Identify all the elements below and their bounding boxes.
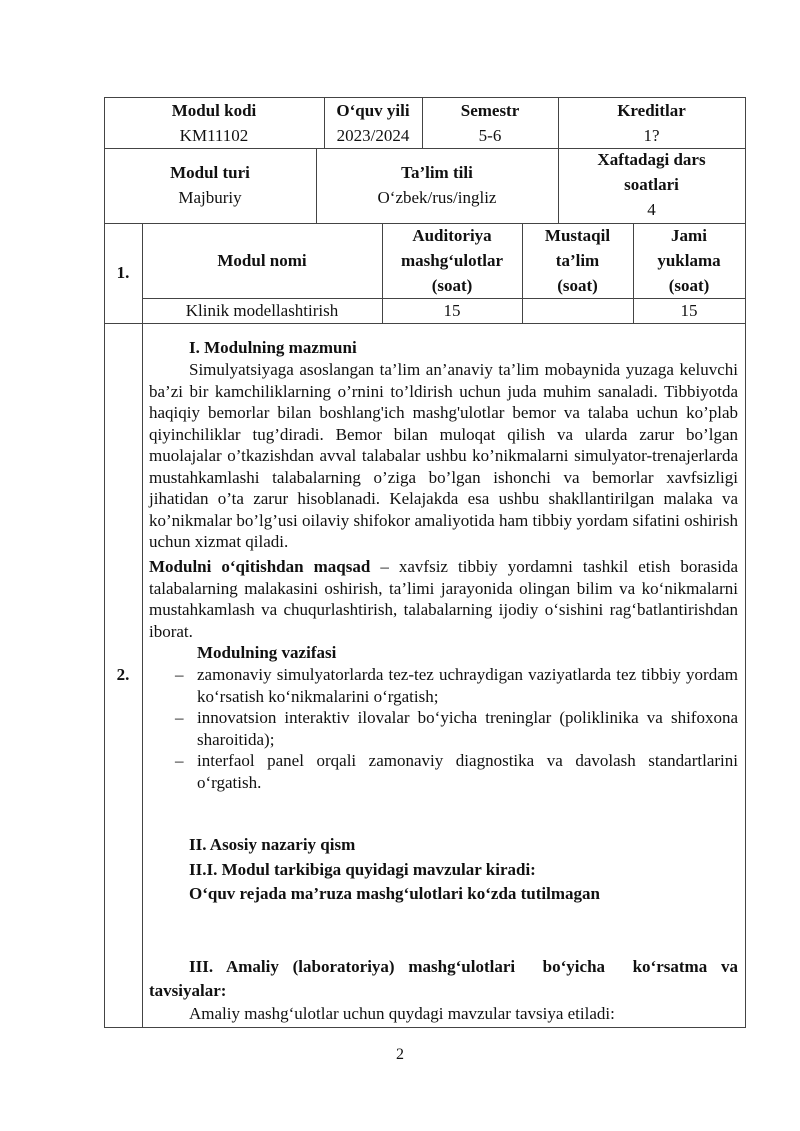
- kreditlar-value: 1?: [643, 126, 660, 145]
- auditoriya-header-line: Auditoriya: [412, 226, 492, 245]
- table-border: [104, 97, 105, 1027]
- xaftadagi-label-1: Xaftadagi dars: [597, 150, 706, 169]
- task-list-item: [175, 750, 738, 794]
- table-border: [745, 97, 746, 1027]
- semestr-value: 5-6: [478, 126, 502, 145]
- mustaqil-header-line: ta’lim: [555, 251, 600, 270]
- auditoriya-header: [382, 223, 522, 298]
- table-border: [104, 323, 746, 324]
- modul-kodi-cell: [104, 98, 324, 148]
- modul-kodi-label: Modul kodi: [171, 101, 257, 120]
- talim-tili-label: Ta’lim tili: [401, 163, 473, 182]
- task-text: zamonaviy simulyatorlarda tez-tez uchraydigan vaziyatlarda tez tibbiy yordam ko‘rsatish ko‘nikmalarini o‘rgatish;: [197, 665, 738, 706]
- auditoriya-header-line: (soat): [431, 276, 473, 295]
- mustaqil-header-line: (soat): [557, 276, 598, 295]
- talim-tili-cell: [316, 160, 558, 210]
- jami-header-line: yuklama: [657, 251, 721, 270]
- dash-bullet-icon: –: [175, 751, 184, 770]
- kreditlar-label: Kreditlar: [617, 101, 686, 120]
- jami-header: [633, 223, 745, 298]
- modul-kodi-value: KM11102: [179, 126, 249, 145]
- dash-bullet-icon: –: [175, 708, 184, 727]
- modul-nomi-header: Modul nomi: [217, 251, 307, 270]
- semestr-label: Semestr: [460, 101, 520, 120]
- page-number: 2: [396, 1046, 404, 1063]
- task-list-item: [175, 664, 738, 708]
- modul-turi-value: Majburiy: [178, 188, 242, 207]
- xaftadagi-cell: [558, 147, 745, 222]
- task-list-item: [175, 707, 738, 751]
- section-heading-mazmuni: I. Modulning mazmuni: [189, 338, 357, 357]
- mazmuni-paragraph: Simulyatsiyaga asoslangan ta’lim an’anaviy ta’lim mobaynida yuzaga keluvchi ba’zi bir kamchiliklarning o’rnini to’ldirish uchun juda muhim sanaladi. Tibbiyotda haqiqiy bemorlar bilan boshlang'ich mashg'ulotlar bemor va talaba uchun ko’plab qiyinchiliklar tug’diradi. Bemor bilan muloqat qilish va ularda zarur bo’lgan muolajalar o’tkazishdan avval talabalar ushbu ko’nikmalarni simulyator-trenajerlarda mustahkamlashi talabalarning o’ziga bo’lgan ishonchi va bemorlar xavfsizligi jihatidan o’ta zarur hisoblanadi. Kelajakda esa ushbu shakllantirilgan malaka va ko’nikmalar bo’lg’usi oilaviy shifokor amaliyotida ham tibbiy yordam sifatini oshirish uchun xizmat qiladi.: [149, 360, 738, 551]
- mustaqil-header: [522, 223, 633, 298]
- vazifasi-heading: Modulning vazifasi: [197, 643, 337, 662]
- jami-header-line: (soat): [668, 276, 710, 295]
- kreditlar-cell: [558, 98, 745, 148]
- modul-turi-cell: [104, 160, 316, 210]
- section-1-number: 1.: [116, 263, 130, 282]
- xaftadagi-label-2: soatlari: [624, 175, 679, 194]
- dash-bullet-icon: –: [175, 665, 184, 684]
- xaftadagi-value: 4: [647, 200, 656, 219]
- talim-tili-value: O‘zbek/rus/ingliz: [377, 188, 497, 207]
- oquv-yili-cell: [324, 98, 422, 148]
- task-text: innovatsion interaktiv ilovalar bo‘yicha treninglar (poliklinika va shifoxona sharoitida);: [197, 708, 738, 749]
- oquv-yili-value: 2023/2024: [336, 126, 410, 145]
- maqsad-paragraph: [149, 556, 738, 642]
- section-heading-amaliy: III. Amaliy (laboratoriya) mashg‘ulotlari bo‘yicha ko‘rsatma va: [189, 957, 738, 976]
- maqsad-text: – xavfsiz tibbiy yordamni tashkil etish borasida talabalarning malakasini oshirish, ta’limi jarayonida olingan bilim va ko‘nikmalarni mustahkamlash va chuqurlashtirish, talabalarning ijodiy o‘sishini rag‘batlantirishdan iborat.: [149, 557, 738, 641]
- mustaqil-header-line: Mustaqil: [544, 226, 611, 245]
- oquv-yili-label: O‘quv yili: [336, 101, 410, 120]
- section-heading-nazariy: II. Asosiy nazariy qism: [189, 835, 356, 854]
- maqsad-label: Modulni o‘qitishdan maqsad: [149, 557, 371, 576]
- section-subheading-mavzular: II.I. Modul tarkibiga quyidagi mavzular kiradi:: [189, 860, 536, 879]
- modul-nomi-value: Klinik modellashtirish: [185, 301, 339, 320]
- task-text: interfaol panel orqali zamonaviy diagnostika va davolash standartlarini o‘rgatish.: [197, 751, 738, 792]
- jami-header-line: Jami: [671, 226, 707, 245]
- section-heading-amaliy-cont: tavsiyalar:: [149, 981, 227, 1000]
- modul-turi-label: Modul turi: [170, 163, 250, 182]
- table-border: [142, 223, 143, 1027]
- auditoriya-header-line: mashg‘ulotlar: [401, 251, 503, 270]
- semestr-cell: [422, 98, 558, 148]
- table-border: [104, 1027, 746, 1028]
- section-2-number: 2.: [116, 665, 130, 684]
- amaliy-intro-text: Amaliy mashg‘ulotlar uchun quydagi mavzular tavsiya etiladi:: [189, 1004, 615, 1023]
- section-subheading-maruza: O‘quv rejada ma’ruza mashg‘ulotlari ko‘zda tutilmagan: [189, 884, 600, 903]
- jami-value: 15: [680, 301, 698, 320]
- auditoriya-value: 15: [443, 301, 461, 320]
